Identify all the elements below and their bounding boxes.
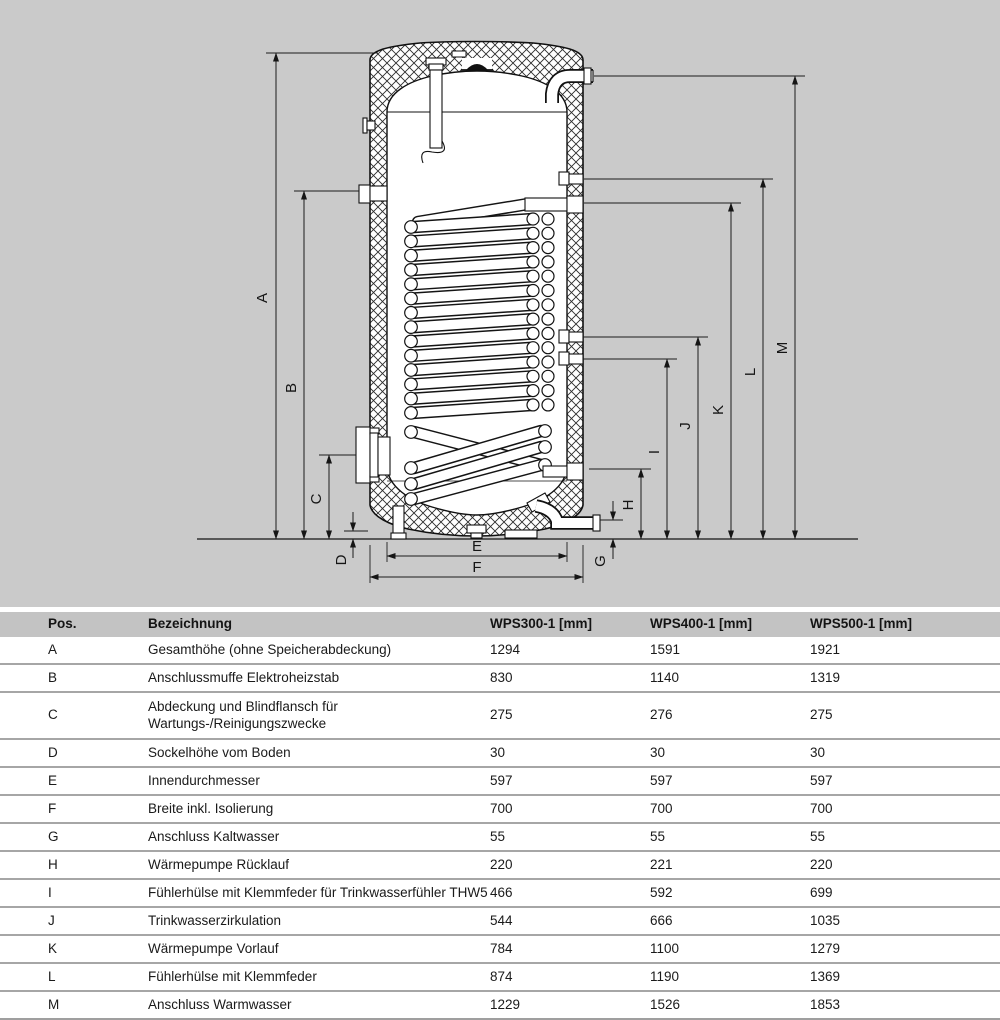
dim-label-j: J — [677, 422, 694, 430]
table-row — [0, 962, 1000, 990]
table-row — [0, 738, 1000, 766]
cell-wps300: 55 — [490, 828, 506, 844]
cell-bezeichnung: Sockelhöhe vom Boden — [148, 744, 291, 760]
cell-pos: C — [48, 707, 58, 723]
cell-wps500: 1319 — [810, 669, 841, 685]
dim-label-i: I — [646, 449, 663, 455]
table-row — [0, 691, 1000, 738]
cell-pos: I — [48, 884, 52, 900]
table-row — [0, 637, 1000, 663]
cell-wps500: 275 — [810, 707, 833, 723]
cell-pos: E — [48, 772, 58, 788]
cell-pos: K — [48, 940, 58, 956]
table-row — [0, 990, 1000, 1018]
port-zirkulation — [559, 330, 583, 343]
cell-bezeichnung: Fühlerhülse mit Klemmfeder — [148, 968, 317, 984]
dim-label-e: E — [471, 538, 483, 555]
cell-bezeichnung: Trinkwasserzirkulation — [148, 912, 282, 928]
table-row — [0, 906, 1000, 934]
port-thw5 — [559, 352, 583, 365]
cell-wps500: 1279 — [810, 940, 841, 956]
dim-label-m: M — [774, 341, 791, 355]
cell-wps500: 1853 — [810, 996, 841, 1012]
dim-label-f: F — [472, 559, 482, 576]
cell-wps500: 700 — [810, 800, 833, 816]
spec-table-header — [0, 612, 1000, 637]
cell-wps500: 699 — [810, 884, 833, 900]
port-fuehlerhuelse-klemmfeder — [559, 172, 583, 185]
dim-label-a: A — [254, 292, 271, 304]
cell-wps300: 1294 — [490, 641, 521, 657]
cell-wps400: 221 — [650, 856, 673, 872]
spec-table-body — [0, 637, 1000, 1020]
table-row — [0, 878, 1000, 906]
header-bezeichnung: Bezeichnung — [148, 616, 233, 632]
table-row — [0, 934, 1000, 962]
port-wp-vorlauf — [525, 196, 583, 213]
dim-label-l: L — [742, 367, 759, 377]
header-pos: Pos. — [48, 616, 77, 632]
cell-bezeichnung: Anschlussmuffe Elektroheizstab — [148, 669, 340, 685]
cell-wps400: 30 — [650, 744, 666, 760]
cell-bezeichnung: Fühlerhülse mit Klemmfeder für Trinkwasserfühler THW5 — [148, 884, 488, 900]
port-elektroheizstab — [359, 185, 387, 203]
header-wps500: WPS500-1 [mm] — [810, 616, 913, 632]
cell-bezeichnung: Wärmepumpe Rücklauf — [148, 856, 290, 872]
header-wps400: WPS400-1 [mm] — [650, 616, 753, 632]
header-wps300: WPS300-1 [mm] — [490, 616, 593, 632]
cell-wps300: 30 — [490, 744, 506, 760]
spec-table — [0, 612, 1000, 1020]
dim-label-c: C — [308, 493, 325, 505]
cell-pos: D — [48, 744, 58, 760]
cell-wps300: 597 — [490, 772, 513, 788]
tank-foot — [391, 506, 406, 539]
cell-wps300: 784 — [490, 940, 513, 956]
table-row — [0, 794, 1000, 822]
cell-wps300: 1229 — [490, 996, 521, 1012]
cell-wps300: 830 — [490, 669, 513, 685]
table-row — [0, 663, 1000, 691]
cell-wps500: 55 — [810, 828, 826, 844]
cell-wps500: 220 — [810, 856, 833, 872]
cell-wps300: 275 — [490, 707, 513, 723]
cell-wps300: 700 — [490, 800, 513, 816]
cell-wps400: 55 — [650, 828, 666, 844]
cell-pos: L — [48, 968, 56, 984]
cell-pos: H — [48, 856, 58, 872]
table-row — [0, 766, 1000, 794]
dim-label-b: B — [283, 382, 300, 394]
cell-wps500: 30 — [810, 744, 826, 760]
cell-wps400: 666 — [650, 912, 673, 928]
cell-wps500: 1921 — [810, 641, 841, 657]
cell-bezeichnung: Innendurchmesser — [148, 772, 260, 788]
cell-wps400: 1591 — [650, 641, 681, 657]
cell-bezeichnung: Gesamthöhe (ohne Speicherabdeckung) — [148, 641, 392, 657]
cell-wps300: 874 — [490, 968, 513, 984]
cell-pos: A — [48, 641, 58, 657]
dim-label-h: H — [620, 499, 637, 511]
cell-wps400: 597 — [650, 772, 673, 788]
support-pad — [505, 530, 537, 538]
cell-wps400: 1140 — [650, 669, 680, 685]
dim-label-g: G — [592, 555, 609, 567]
cell-pos: B — [48, 669, 58, 685]
dim-label-d: D — [333, 554, 350, 566]
cell-wps400: 592 — [650, 884, 673, 900]
dim-label-k: K — [710, 404, 727, 416]
cell-pos: M — [48, 996, 60, 1012]
cell-wps400: 1190 — [650, 968, 680, 984]
cell-wps300: 220 — [490, 856, 513, 872]
cell-pos: F — [48, 800, 57, 816]
cell-wps500: 597 — [810, 772, 833, 788]
cell-wps300: 544 — [490, 912, 513, 928]
cell-pos: G — [48, 828, 59, 844]
cell-wps500: 1369 — [810, 968, 841, 984]
cell-wps500: 1035 — [810, 912, 841, 928]
cell-bezeichnung: Wärmepumpe Vorlauf — [148, 940, 279, 956]
cell-wps400: 1526 — [650, 996, 681, 1012]
cell-wps400: 276 — [650, 707, 673, 723]
cell-bezeichnung: Anschluss Kaltwasser — [148, 828, 280, 844]
cell-bezeichnung: Breite inkl. Isolierung — [148, 800, 274, 816]
cell-wps400: 1100 — [650, 940, 680, 956]
cell-pos: J — [48, 912, 55, 928]
cell-wps300: 466 — [490, 884, 513, 900]
table-row — [0, 850, 1000, 878]
port-wp-ruecklauf — [543, 463, 583, 480]
cell-bezeichnung: Abdeckung und Blindflansch für Wartungs-/Reinigungszwecke — [148, 698, 338, 731]
cell-wps400: 700 — [650, 800, 673, 816]
cell-bezeichnung: Anschluss Warmwasser — [148, 996, 292, 1012]
table-row — [0, 822, 1000, 850]
